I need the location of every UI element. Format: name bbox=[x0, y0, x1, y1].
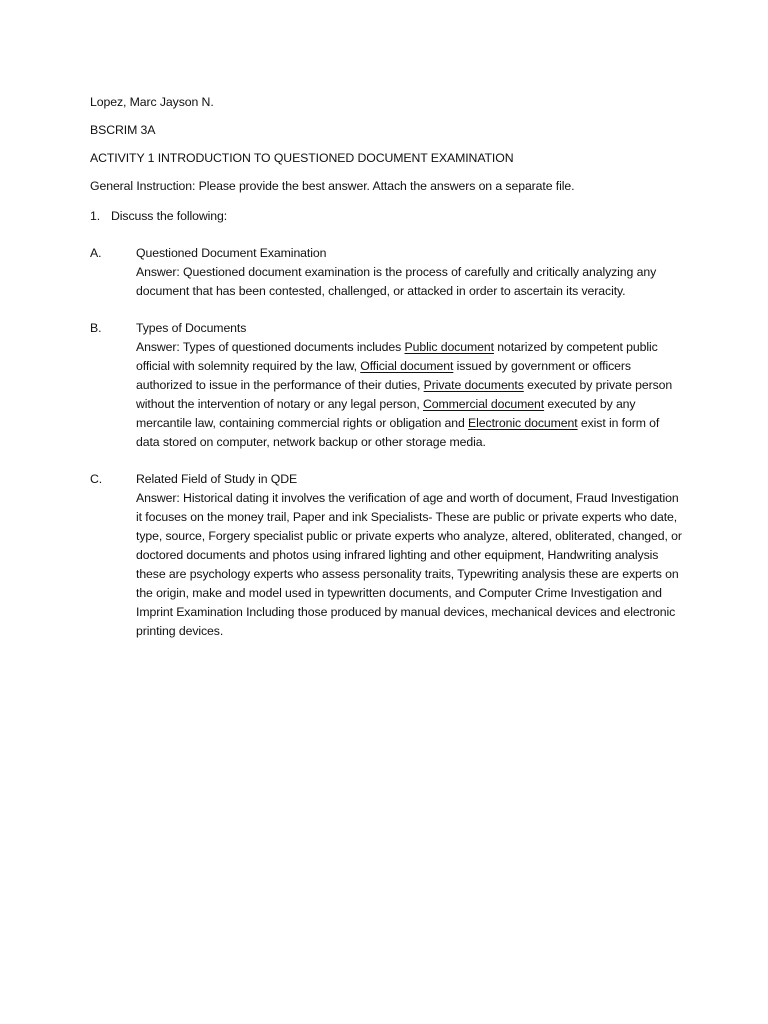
underlined-term-public-document: Public document bbox=[404, 340, 494, 354]
document-content bbox=[90, 93, 690, 659]
item-answer: Answer: Historical dating it involves the verification of age and worth of document, Fraud Investigation it focuses on the money trail, Paper and ink Specialists- These are public or private experts who date, type, source, Forgery specialist public or private experts who analyze, altered, obliterated, changed, or doctored documents and photos using infrared lighting and other equipment, Handwriting analysis these are psychology experts who assess personality traits, Typewriting analysis these are experts on the origin, make and model used in typewritten documents, and Computer Crime Investigation and Imprint Examination Including those produced by manual devices, mechanical devices and electronic printing devices. bbox=[136, 491, 682, 638]
item-body bbox=[136, 244, 686, 301]
item-b bbox=[90, 319, 690, 452]
student-name: Lopez, Marc Jayson N. bbox=[90, 95, 214, 109]
underlined-term-electronic-document: Electronic document bbox=[468, 416, 578, 430]
question-number: 1. bbox=[90, 209, 101, 223]
answer-text: executed by any mercantile law, containing commercial rights or obligation and bbox=[136, 397, 636, 430]
answer-text: issued by government or officers authorized to issue in the performance of their duties, bbox=[136, 359, 631, 392]
question-1 bbox=[90, 207, 690, 226]
item-letter: B. bbox=[90, 321, 102, 335]
item-letter: A. bbox=[90, 246, 102, 260]
item-body bbox=[136, 470, 686, 641]
item-answer bbox=[136, 338, 686, 452]
item-heading: Questioned Document Examination bbox=[136, 246, 327, 260]
general-instruction: General Instruction: Please provide the best answer. Attach the answers on a separate file. bbox=[90, 179, 575, 193]
answer-text: Answer: Types of questioned documents includes bbox=[136, 340, 405, 354]
underlined-term-official-document: Official document bbox=[360, 359, 454, 373]
answer-text: exist in form of data stored on computer, network backup or other storage media. bbox=[136, 416, 660, 449]
item-a bbox=[90, 244, 690, 301]
underlined-term-commercial-document: Commercial document bbox=[422, 397, 545, 411]
item-answer: Answer: Questioned document examination is the process of carefully and critically analyzing any document that has been contested, challenged, or attacked in order to ascertain its veracity. bbox=[136, 265, 657, 298]
item-heading: Types of Documents bbox=[136, 321, 247, 335]
answer-text: executed by private person without the intervention of notary or any legal person, bbox=[136, 378, 673, 411]
answer-text: notarized by competent public official with solemnity required by the law, bbox=[136, 340, 658, 373]
activity-title: ACTIVITY 1 INTRODUCTION TO QUESTIONED DOCUMENT EXAMINATION bbox=[90, 151, 514, 165]
student-section: BSCRIM 3A bbox=[90, 123, 156, 137]
underlined-term-private-documents: Private documents bbox=[423, 378, 524, 392]
item-letter: C. bbox=[90, 472, 103, 486]
item-c bbox=[90, 470, 690, 641]
item-heading: Related Field of Study in QDE bbox=[136, 472, 298, 486]
question-text: Discuss the following: bbox=[111, 209, 228, 223]
item-body bbox=[136, 319, 686, 452]
